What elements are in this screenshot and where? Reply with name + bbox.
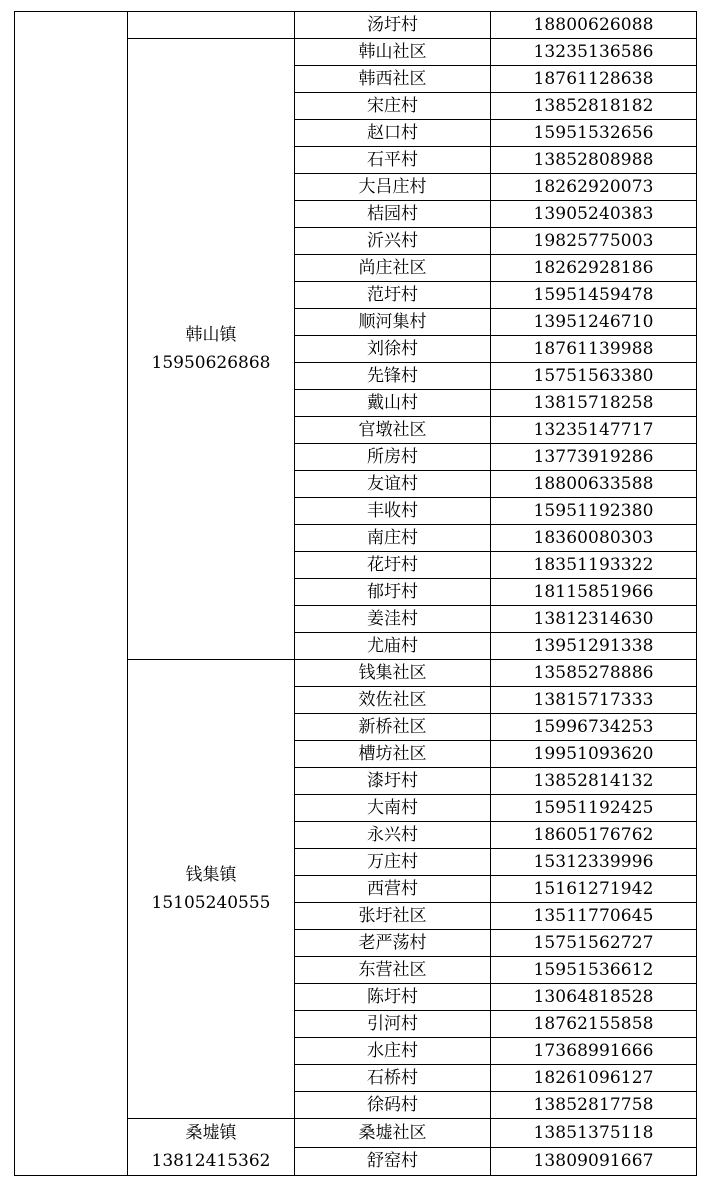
village-phone: 18761139988 xyxy=(491,336,697,363)
village-phone: 13235147717 xyxy=(491,417,697,444)
village-name: 大南村 xyxy=(295,795,491,822)
village-name: 东营社区 xyxy=(295,957,491,984)
village-phone: 15996734253 xyxy=(491,714,697,741)
village-phone: 13235136586 xyxy=(491,39,697,66)
village-name: 新桥社区 xyxy=(295,714,491,741)
village-phone: 13815717333 xyxy=(491,687,697,714)
village-name: 顺河集村 xyxy=(295,309,491,336)
village-name: 桔园村 xyxy=(295,201,491,228)
county-cell xyxy=(15,12,128,1176)
village-name: 老严荡村 xyxy=(295,930,491,957)
town-cell xyxy=(128,39,295,660)
village-phone: 15951536612 xyxy=(491,957,697,984)
village-name: 尤庙村 xyxy=(295,633,491,660)
town-cell xyxy=(128,1119,295,1176)
village-phone: 13815718258 xyxy=(491,390,697,417)
village-name: 宋庄村 xyxy=(295,93,491,120)
village-phone: 18800626088 xyxy=(491,12,697,39)
village-phone: 13852814132 xyxy=(491,768,697,795)
village-name: 韩山社区 xyxy=(295,39,491,66)
village-phone: 13951246710 xyxy=(491,309,697,336)
contacts-table xyxy=(14,11,697,1176)
village-name: 南庄村 xyxy=(295,525,491,552)
village-name: 万庄村 xyxy=(295,849,491,876)
village-name: 西营村 xyxy=(295,876,491,903)
village-name: 舒窑村 xyxy=(295,1147,491,1176)
village-name: 汤圩村 xyxy=(295,12,491,39)
village-phone: 15951192425 xyxy=(491,795,697,822)
village-name: 官墩社区 xyxy=(295,417,491,444)
village-name: 漆圩村 xyxy=(295,768,491,795)
town-name: 钱集镇 xyxy=(185,865,237,885)
village-name: 永兴村 xyxy=(295,822,491,849)
village-phone: 13064818528 xyxy=(491,984,697,1011)
village-phone: 18351193322 xyxy=(491,552,697,579)
table-row xyxy=(15,12,697,39)
village-phone: 18261096127 xyxy=(491,1065,697,1092)
village-phone: 13851375118 xyxy=(491,1119,697,1148)
village-name: 友谊村 xyxy=(295,471,491,498)
village-phone: 18762155858 xyxy=(491,1011,697,1038)
town-phone: 15950626868 xyxy=(151,353,271,373)
village-phone: 18262928186 xyxy=(491,255,697,282)
village-phone: 13812314630 xyxy=(491,606,697,633)
village-phone: 18800633588 xyxy=(491,471,697,498)
village-phone: 18115851966 xyxy=(491,579,697,606)
village-phone: 18360080303 xyxy=(491,525,697,552)
village-phone: 18761128638 xyxy=(491,66,697,93)
village-phone: 15951532656 xyxy=(491,120,697,147)
village-name: 韩西社区 xyxy=(295,66,491,93)
village-phone: 13852818182 xyxy=(491,93,697,120)
village-phone: 13511770645 xyxy=(491,903,697,930)
village-name: 石桥村 xyxy=(295,1065,491,1092)
village-phone: 18262920073 xyxy=(491,174,697,201)
contacts-table-body xyxy=(15,12,697,1176)
village-phone: 15751562727 xyxy=(491,930,697,957)
village-name: 引河村 xyxy=(295,1011,491,1038)
village-phone: 19825775003 xyxy=(491,228,697,255)
village-phone: 15312339996 xyxy=(491,849,697,876)
village-name: 徐码村 xyxy=(295,1092,491,1119)
village-name: 刘徐村 xyxy=(295,336,491,363)
village-name: 水庄村 xyxy=(295,1038,491,1065)
village-name: 赵口村 xyxy=(295,120,491,147)
village-name: 范圩村 xyxy=(295,282,491,309)
village-name: 陈圩村 xyxy=(295,984,491,1011)
village-phone: 13905240383 xyxy=(491,201,697,228)
village-name: 姜洼村 xyxy=(295,606,491,633)
village-phone: 13852808988 xyxy=(491,147,697,174)
village-name: 花圩村 xyxy=(295,552,491,579)
village-name: 槽坊社区 xyxy=(295,741,491,768)
town-phone: 15105240555 xyxy=(151,893,271,913)
village-phone: 15951192380 xyxy=(491,498,697,525)
town-cell xyxy=(128,660,295,1119)
village-phone: 13852817758 xyxy=(491,1092,697,1119)
village-name: 先锋村 xyxy=(295,363,491,390)
village-phone: 17368991666 xyxy=(491,1038,697,1065)
village-phone: 15951459478 xyxy=(491,282,697,309)
village-phone: 13585278886 xyxy=(491,660,697,687)
village-name: 张圩社区 xyxy=(295,903,491,930)
town-cell xyxy=(128,12,295,39)
village-name: 郁圩村 xyxy=(295,579,491,606)
village-phone: 13951291338 xyxy=(491,633,697,660)
village-phone: 15161271942 xyxy=(491,876,697,903)
village-phone: 19951093620 xyxy=(491,741,697,768)
village-phone: 13809091667 xyxy=(491,1147,697,1176)
village-name: 石平村 xyxy=(295,147,491,174)
village-name: 丰收村 xyxy=(295,498,491,525)
town-phone: 13812415362 xyxy=(151,1151,271,1171)
village-name: 效佐社区 xyxy=(295,687,491,714)
town-name: 韩山镇 xyxy=(185,325,237,345)
village-phone: 18605176762 xyxy=(491,822,697,849)
village-name: 戴山村 xyxy=(295,390,491,417)
village-name: 桑墟社区 xyxy=(295,1119,491,1148)
village-name: 沂兴村 xyxy=(295,228,491,255)
village-name: 大吕庄村 xyxy=(295,174,491,201)
town-name: 桑墟镇 xyxy=(185,1123,237,1143)
village-phone: 13773919286 xyxy=(491,444,697,471)
village-phone: 15751563380 xyxy=(491,363,697,390)
village-name: 尚庄社区 xyxy=(295,255,491,282)
village-name: 所房村 xyxy=(295,444,491,471)
village-name: 钱集社区 xyxy=(295,660,491,687)
